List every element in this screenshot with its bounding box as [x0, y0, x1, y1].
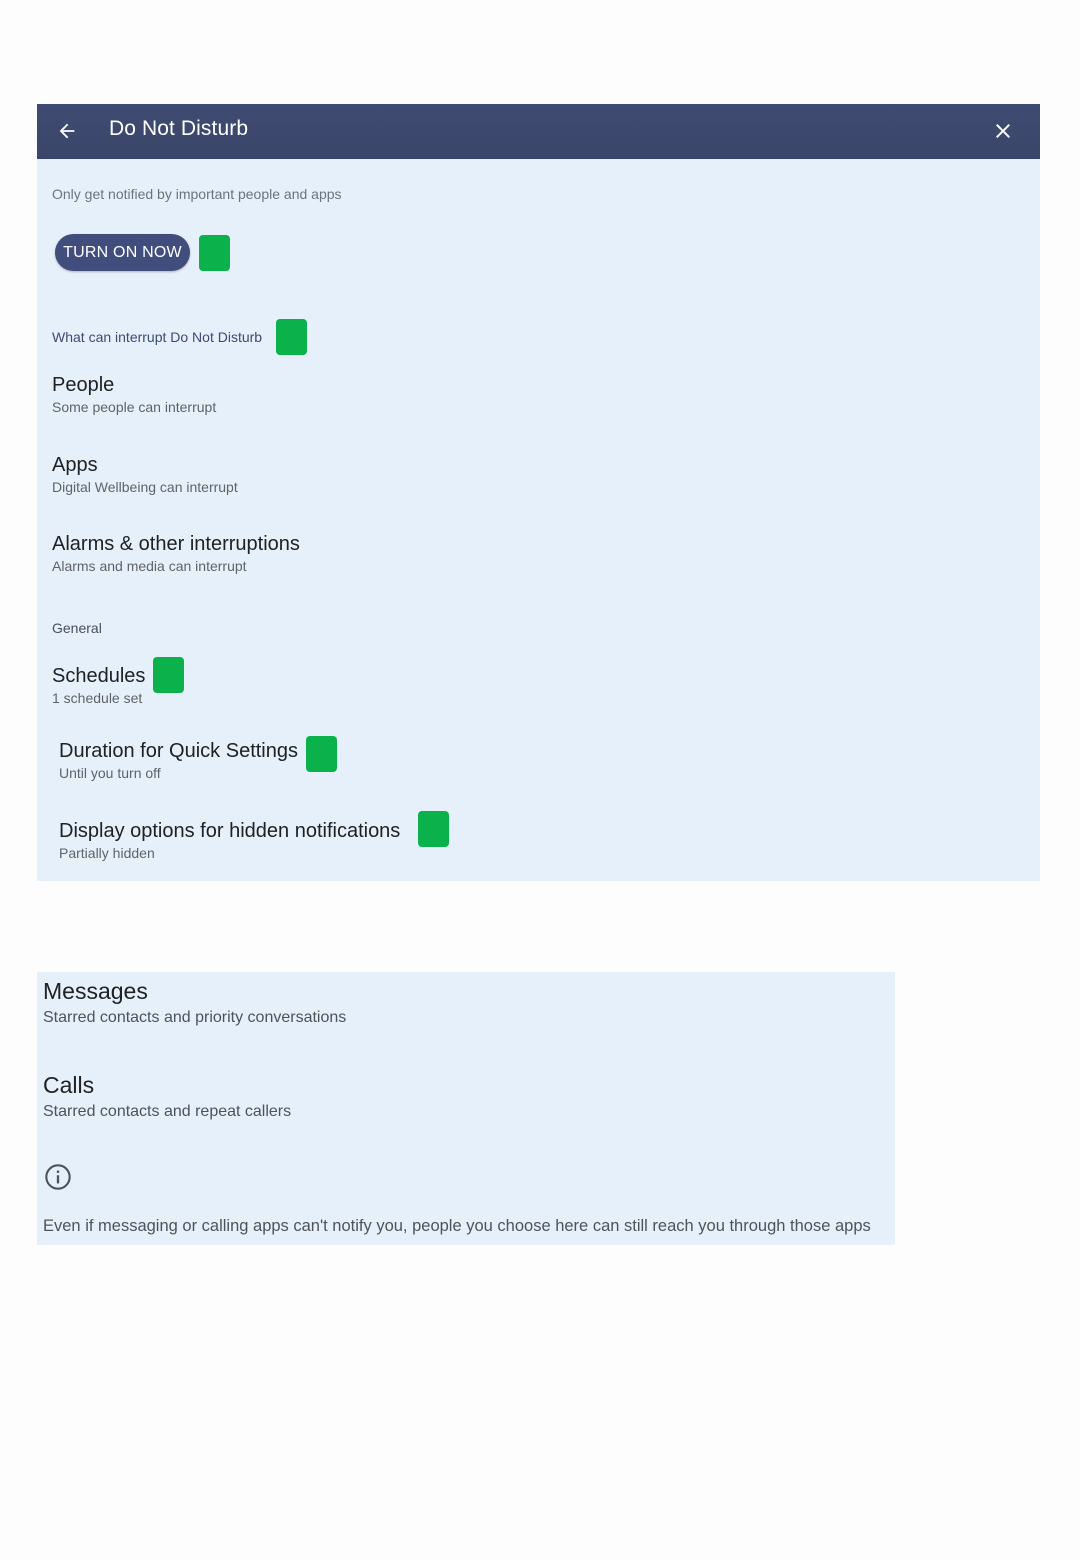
list-item-people[interactable]	[52, 373, 216, 416]
arrow-back-icon	[56, 120, 78, 142]
list-item-messages[interactable]	[43, 977, 346, 1028]
turn-on-now-button[interactable]: TURN ON NOW	[55, 234, 190, 271]
close-icon	[991, 119, 1015, 143]
back-button[interactable]	[53, 117, 81, 145]
item-subtitle: Starred contacts and priority conversations	[43, 1009, 347, 1026]
item-subtitle: Alarms and media can interrupt	[52, 558, 247, 574]
page-title: Do Not Disturb	[109, 117, 249, 140]
list-item-duration-quick-settings[interactable]	[59, 739, 298, 782]
dnd-summary: Only get notified by important people and apps	[52, 186, 342, 202]
item-subtitle: Digital Wellbeing can interrupt	[52, 479, 238, 495]
dnd-settings-panel	[37, 104, 1040, 881]
list-item-calls[interactable]	[43, 1071, 291, 1122]
info-footer-text: Even if messaging or calling apps can't notify you, people you choose here can still reach you through those apps	[43, 1217, 871, 1235]
item-subtitle: Until you turn off	[59, 765, 161, 781]
item-subtitle: Starred contacts and repeat callers	[43, 1103, 292, 1120]
item-title: Alarms & other interruptions	[52, 533, 300, 555]
item-title: Apps	[52, 454, 98, 476]
item-subtitle: Some people can interrupt	[52, 399, 217, 415]
highlight-marker	[276, 319, 307, 355]
list-item-schedules[interactable]	[52, 664, 145, 707]
list-item-alarms[interactable]	[52, 532, 300, 575]
item-title: Display options for hidden notifications	[59, 820, 401, 842]
info-icon	[44, 1163, 72, 1191]
highlight-marker	[153, 657, 184, 693]
close-button[interactable]	[988, 116, 1018, 146]
item-title: Calls	[43, 1072, 95, 1098]
highlight-marker	[199, 235, 230, 271]
people-detail-panel	[37, 972, 895, 1245]
item-title: Duration for Quick Settings	[59, 740, 298, 762]
highlight-marker	[418, 811, 449, 847]
highlight-marker	[306, 736, 337, 772]
item-title: Schedules	[52, 665, 146, 687]
general-section-header: General	[52, 620, 102, 636]
item-subtitle: Partially hidden	[59, 845, 155, 861]
item-title: People	[52, 374, 115, 396]
list-item-apps[interactable]	[52, 453, 238, 496]
item-subtitle: 1 schedule set	[52, 690, 143, 706]
app-bar	[37, 104, 1040, 159]
list-item-display-options[interactable]	[59, 819, 400, 862]
interrupt-section-header: What can interrupt Do Not Disturb	[52, 329, 263, 345]
item-title: Messages	[43, 978, 148, 1004]
